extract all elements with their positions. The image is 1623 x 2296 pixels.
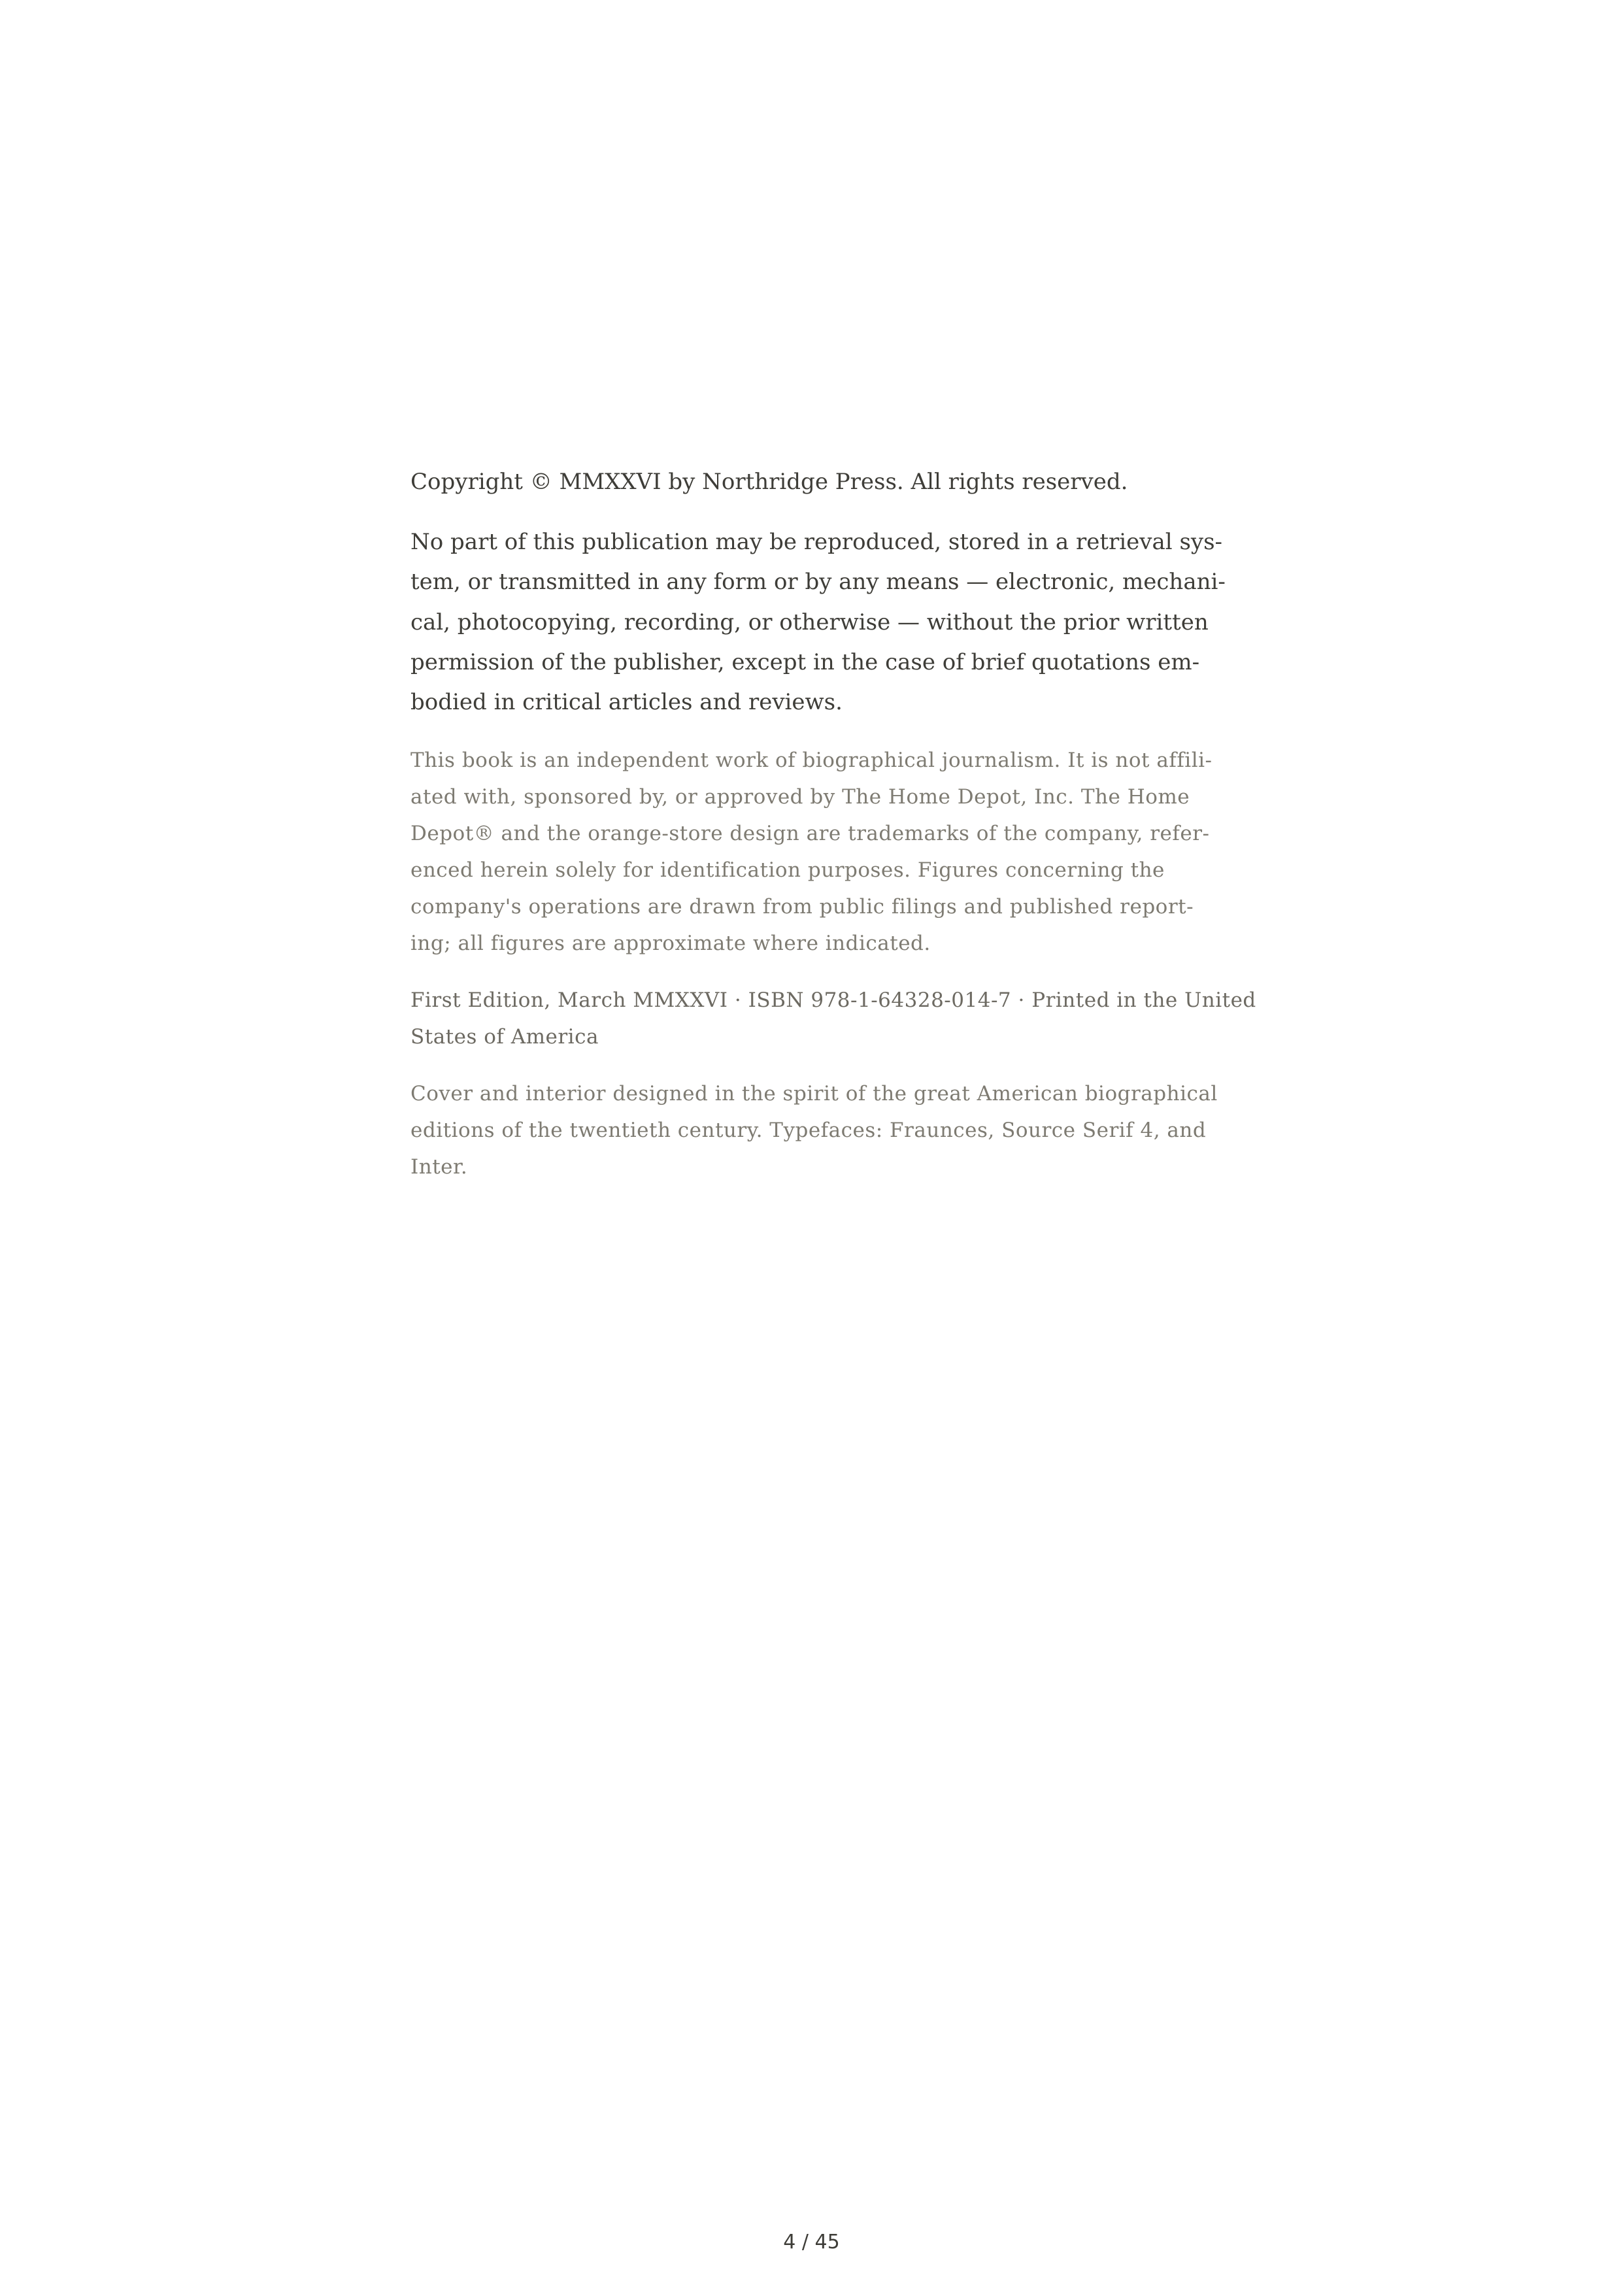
disclaimer-line: enced herein solely for identification purposes. Figures concerning the: [410, 858, 1165, 882]
page-number: 4 / 45: [783, 2231, 840, 2254]
design-credits-line: Inter.: [410, 1155, 468, 1179]
disclaimer-line: ing; all figures are approximate where indicated.: [410, 932, 931, 955]
design-credits-line: Cover and interior designed in the spirit of the great American biographical: [410, 1082, 1218, 1106]
edition-line: First Edition, March MMXXVI · ISBN 978-1-64328-014-7 · Printed in the United: [410, 988, 1256, 1012]
rights-line: permission of the publisher, except in the case of brief quotations em-: [410, 649, 1200, 675]
rights-line: tem, or transmitted in any form or by any means — electronic, mechani-: [410, 569, 1226, 595]
disclaimer-line: ated with, sponsored by, or approved by The Home Depot, Inc. The Home: [410, 785, 1190, 809]
disclaimer-line: Depot® and the orange-store design are trademarks of the company, refer-: [410, 822, 1210, 845]
edition-line: States of America: [410, 1025, 599, 1049]
design-credits-line: editions of the twentieth century. Typefaces: Fraunces, Source Serif 4, and: [410, 1119, 1207, 1142]
rights-line: No part of this publication may be reproduced, stored in a retrieval sys-: [410, 529, 1223, 555]
copyright-notice: Copyright © MMXXVI by Northridge Press. All rights reserved.: [410, 469, 1128, 495]
rights-line: bodied in critical articles and reviews.: [410, 689, 843, 715]
rights-line: cal, photocopying, recording, or otherwise — without the prior written: [410, 609, 1209, 635]
disclaimer-line: This book is an independent work of biographical journalism. It is not affili-: [410, 749, 1213, 772]
disclaimer-line: company's operations are drawn from public filings and published report-: [410, 895, 1194, 919]
